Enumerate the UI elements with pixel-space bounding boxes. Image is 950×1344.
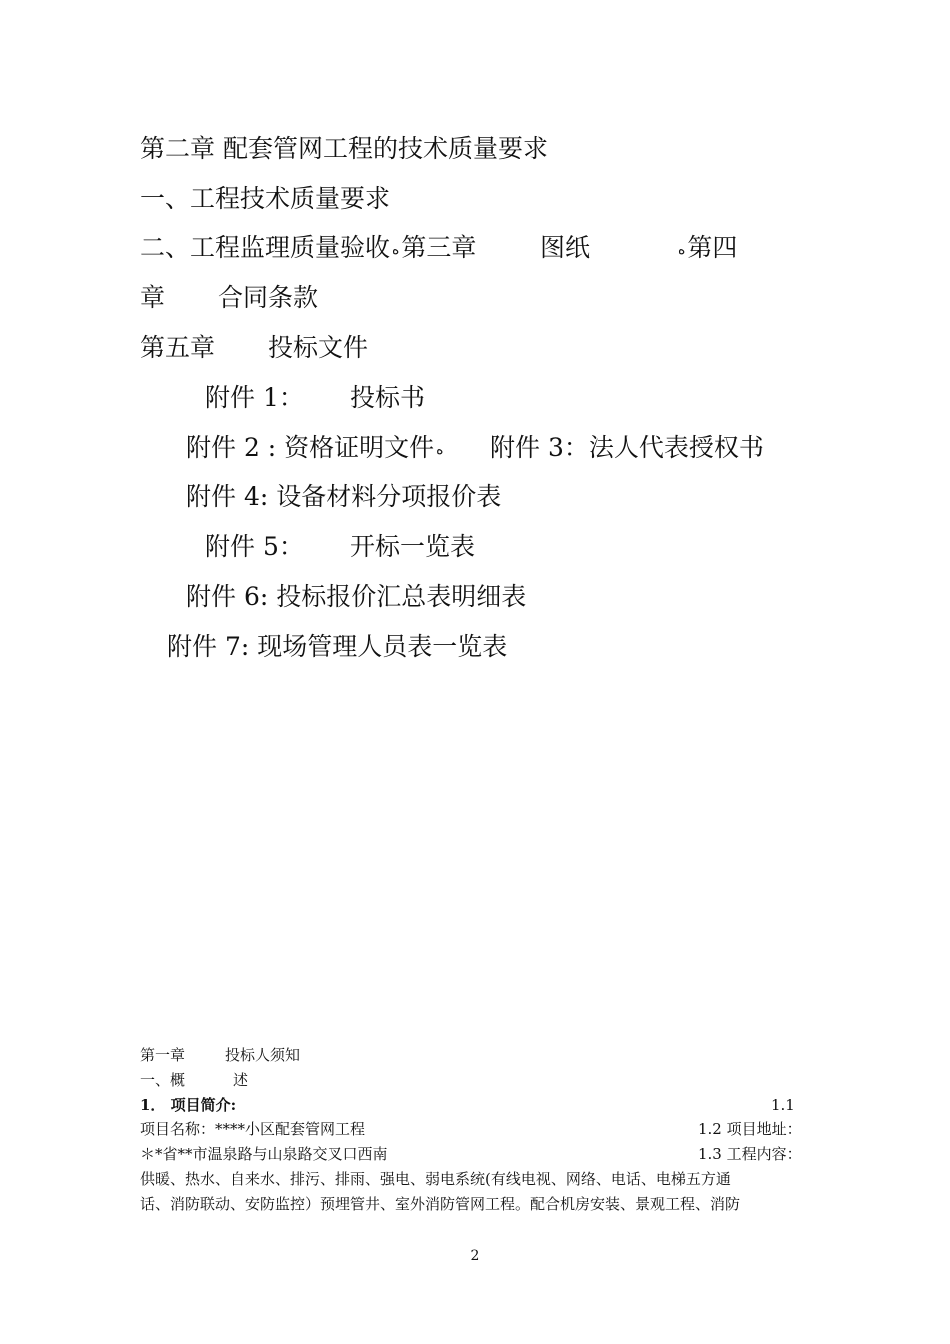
attachment-4-text: 附件 4: 设备材料分项报价表: [186, 482, 502, 511]
attachment-5-title: 开标一览表: [350, 532, 476, 561]
toc-attachment-2: [186, 433, 446, 465]
section-1-label: 一、概: [140, 1071, 186, 1089]
toc-chapter-5-title-text: 投标文件: [268, 333, 369, 362]
chapter-1-title: [225, 1045, 300, 1065]
item-number-1-1-text: 1.1: [771, 1096, 795, 1114]
project-content-line-2: [140, 1194, 740, 1214]
section-1-heading: [140, 1070, 185, 1090]
page-number: 2: [470, 1248, 480, 1264]
toc-chapter-3-title: [540, 233, 590, 263]
item-number-1-3-text: 1.3 工程内容：: [698, 1145, 802, 1163]
toc-item-1-text: 一、工程技术质量要求: [140, 184, 391, 213]
toc-item-2-text: 二、工程监理质量验收: [140, 233, 391, 262]
toc-chapter-5: [140, 333, 215, 363]
project-content-text-1: 供暖、热水、自来水、排污、排雨、强电、弱电系统(有线电视、网络、电话、电梯五方通: [140, 1170, 731, 1188]
toc-chapter-4-label: 第四: [687, 233, 738, 262]
section-1-label-end: 述: [233, 1071, 249, 1089]
chapter-1-title-text: 投标人须知: [225, 1046, 301, 1064]
toc-chapter-4-start: [676, 233, 737, 265]
project-intro-label: 1． 项目简介:: [140, 1096, 237, 1114]
chapter-1-heading: [140, 1045, 185, 1065]
attachment-1-title: 投标书: [350, 383, 426, 412]
attachment-3-text: 附件 3：法人代表授权书: [490, 433, 764, 462]
toc-chapter-3-title-text: 图纸: [540, 233, 591, 262]
toc-item-1: [140, 184, 390, 214]
toc-attachment-6: [186, 582, 526, 612]
item-number-1-2-text: 1.2 项目地址：: [698, 1120, 802, 1138]
toc-chapter-2: [140, 134, 548, 164]
toc-chapter-4-label-end: 章: [140, 283, 166, 312]
project-address-line: [140, 1144, 388, 1164]
project-name-text: 项目名称：****小区配套管网工程: [140, 1120, 366, 1138]
project-content-line-1: [140, 1169, 731, 1189]
attachment-7-text: 附件 7: 现场管理人员表一览表: [167, 632, 508, 661]
chapter-1-label: 第一章: [140, 1046, 186, 1064]
item-number-1-1: [771, 1095, 795, 1115]
toc-attachment-5-title: [350, 532, 475, 562]
toc-chapter-4-title: [218, 283, 318, 313]
attachment-6-text: 附件 6: 投标报价汇总表明细表: [186, 582, 527, 611]
toc-chapter-5-label: 第五章: [140, 333, 216, 362]
attachment-1-label: 附件 1：: [205, 383, 304, 412]
project-name-line: [140, 1119, 365, 1139]
toc-chapter-4-cont: [140, 283, 165, 313]
toc-chapter-2-text: 第二章 配套管网工程的技术质量要求: [140, 134, 548, 163]
item-number-1-2: [698, 1119, 802, 1139]
section-1-heading-end: [233, 1070, 248, 1090]
toc-attachment-3: [490, 433, 764, 463]
item-number-1-3: [698, 1144, 802, 1164]
paragraph-mark: ﻩ: [678, 241, 686, 258]
attachment-5-label: 附件 5：: [205, 532, 304, 561]
toc-attachment-4: [186, 482, 501, 512]
paragraph-mark: ﻩ: [436, 441, 444, 458]
toc-chapter-5-title: [268, 333, 368, 363]
toc-attachment-1-title: [350, 383, 425, 413]
toc-item-2: [140, 233, 476, 265]
toc-chapter-4-title-text: 合同条款: [218, 283, 319, 312]
toc-attachment-5: [205, 532, 304, 562]
paragraph-mark: ﻩ: [392, 241, 400, 258]
toc-attachment-1: [205, 383, 304, 413]
project-address-text: ＊*省**市温泉路与山泉路交叉口西南: [140, 1145, 388, 1163]
project-intro-heading: [140, 1095, 236, 1115]
toc-chapter-3-label: 第三章: [401, 233, 477, 262]
toc-attachment-7: [167, 632, 507, 662]
project-content-text-2: 话、消防联动、安防监控）预埋管井、室外消防管网工程。配合机房安装、景观工程、消防: [140, 1195, 741, 1213]
attachment-2-text: 附件 2 : 资格证明文件: [186, 433, 435, 462]
